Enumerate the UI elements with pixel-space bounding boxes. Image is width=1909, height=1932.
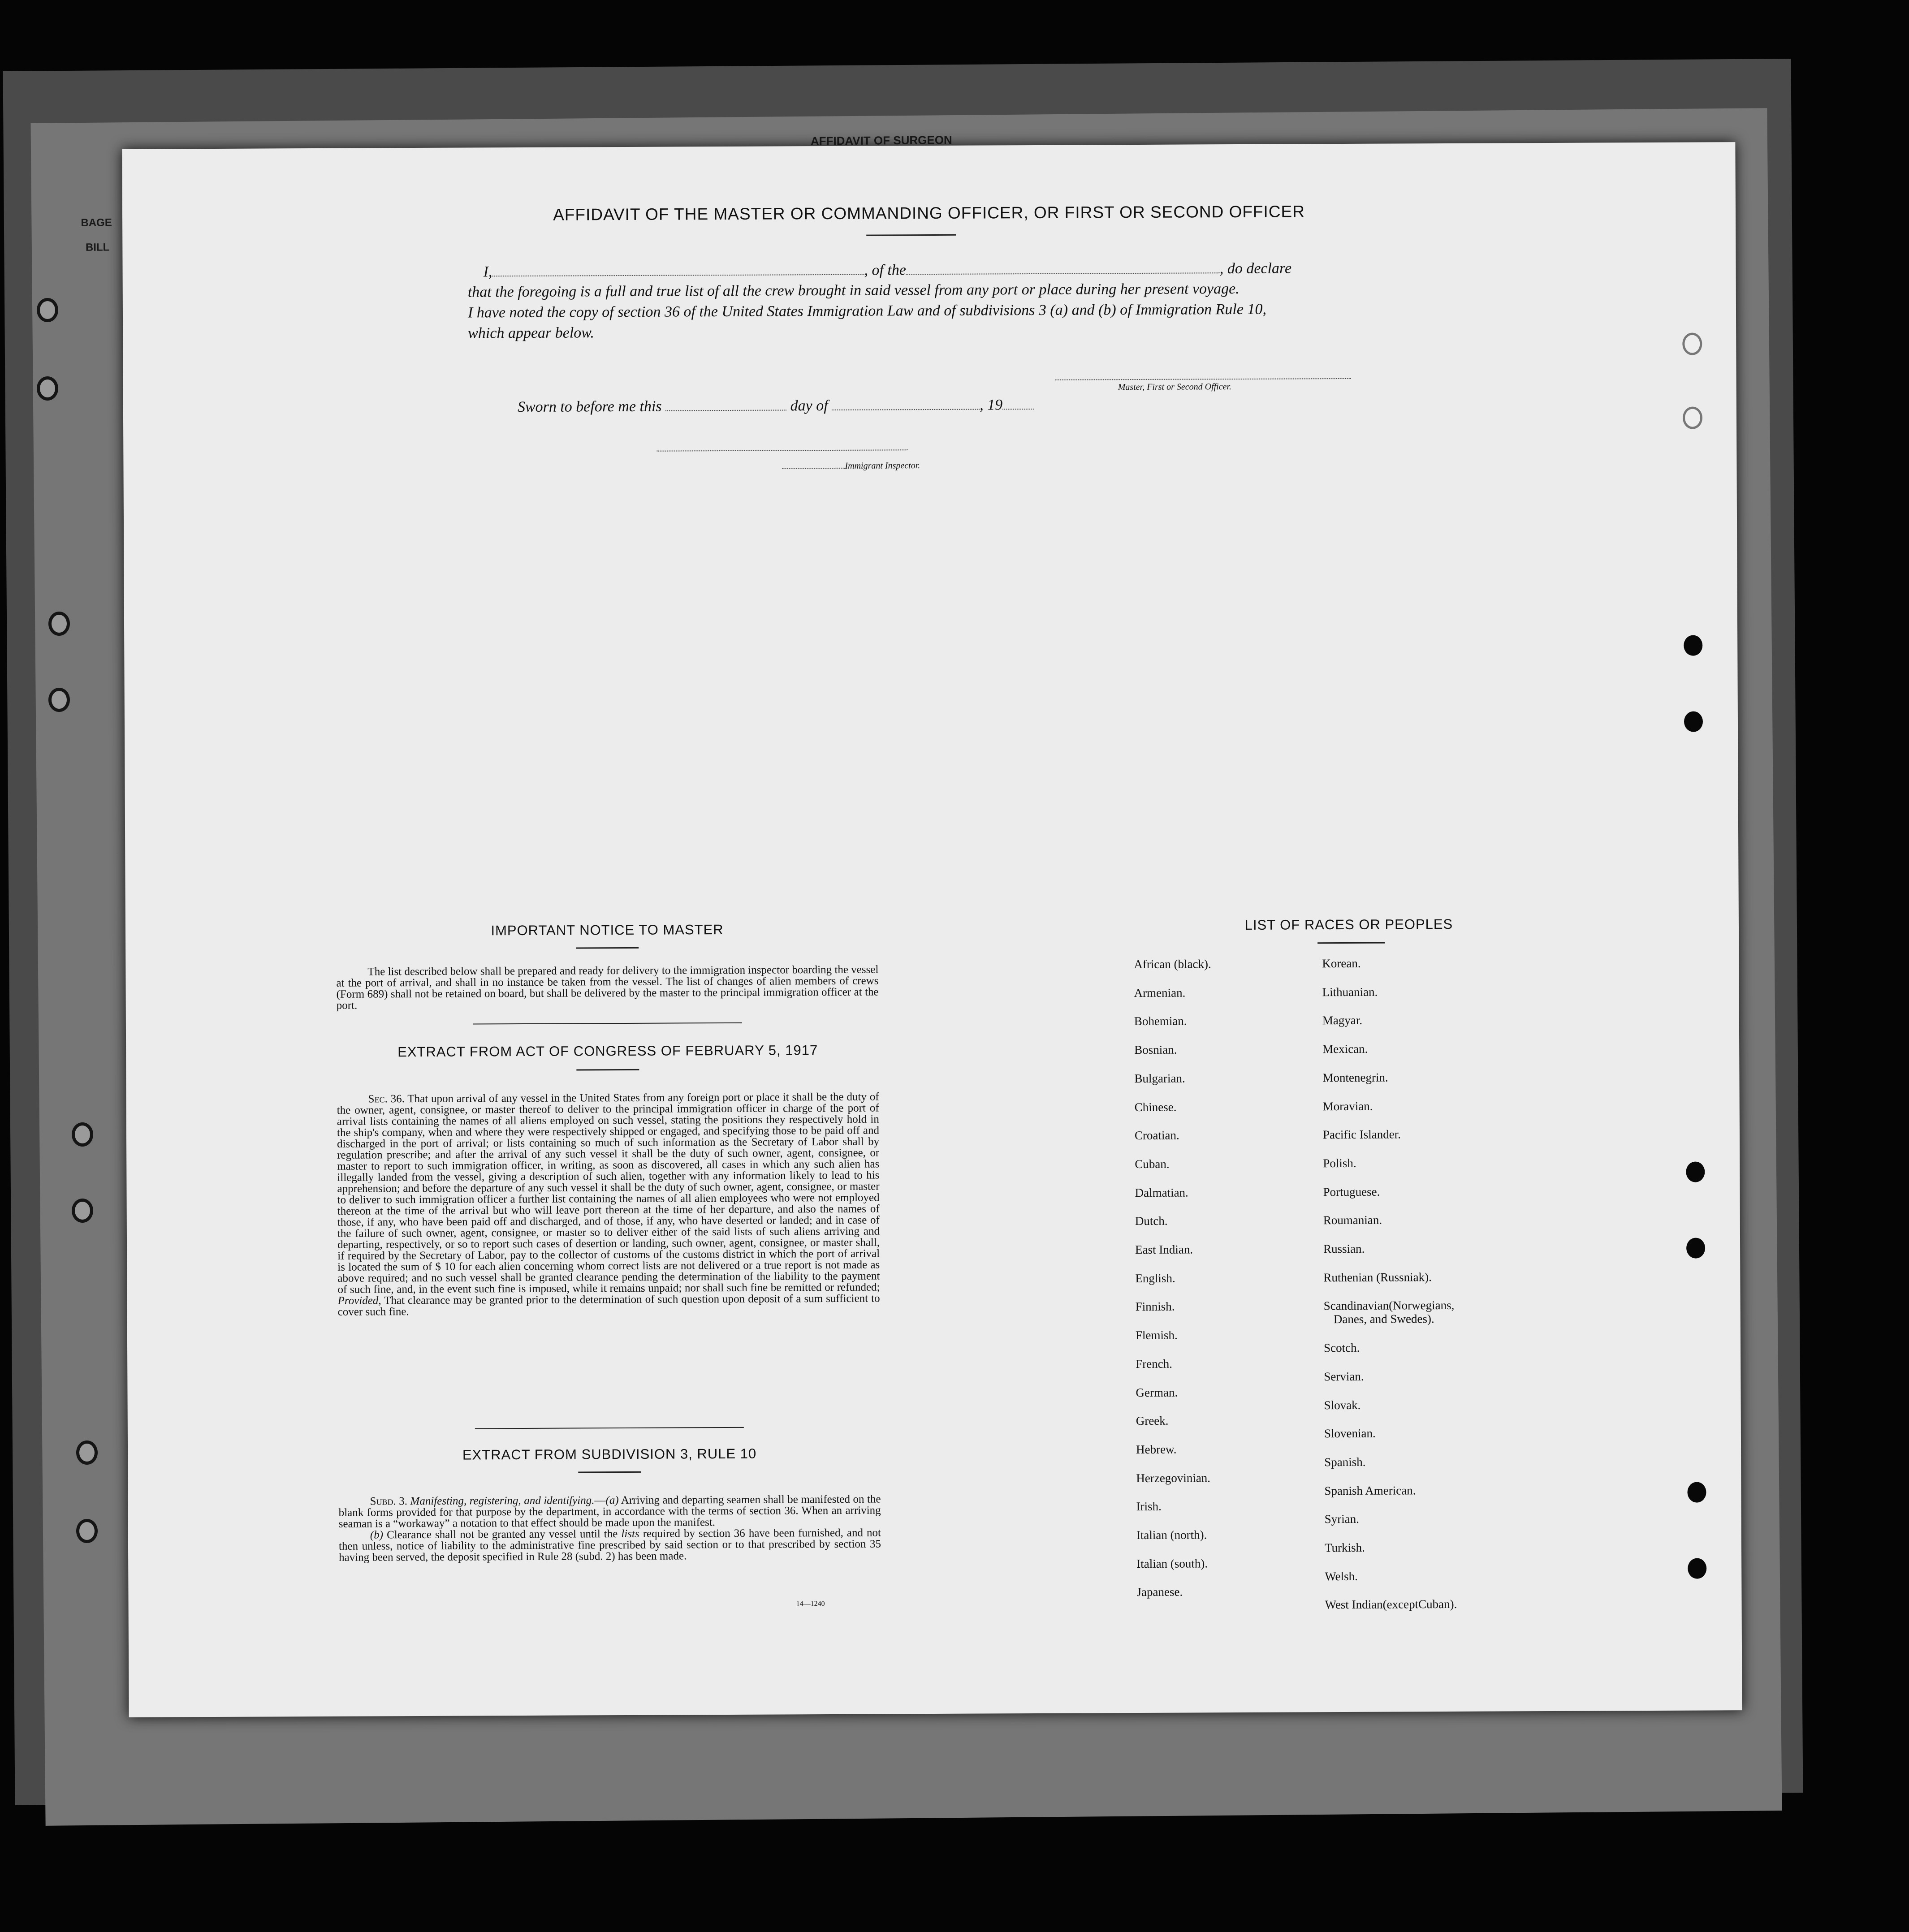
race-item: Slovak. bbox=[1324, 1398, 1361, 1412]
race-item: Bosnian. bbox=[1134, 1043, 1177, 1057]
rule-heading: EXTRACT FROM SUBDIVISION 3, RULE 10 bbox=[462, 1445, 757, 1463]
race-item: African (black). bbox=[1134, 957, 1211, 971]
declaration-line-2: that the foregoing is a full and true list of all the crew brought in said vessel from any port or place during her present voyage. bbox=[467, 280, 1240, 301]
affidavit-title: AFFIDAVIT OF THE MASTER OR COMMANDING OFFICER, OR FIRST OR SECOND OFFICER bbox=[553, 202, 1305, 224]
race-item: East Indian. bbox=[1135, 1242, 1193, 1257]
binder-hole bbox=[1684, 635, 1702, 656]
binder-hole bbox=[1683, 406, 1702, 429]
sworn-line: Sworn to before me this day of , 19 bbox=[518, 396, 1034, 416]
race-item: Chinese. bbox=[1134, 1100, 1177, 1114]
binder-hole bbox=[37, 376, 58, 401]
race-item: Greek. bbox=[1136, 1414, 1169, 1428]
race-item: Flemish. bbox=[1135, 1328, 1178, 1342]
race-item: Italian (north). bbox=[1136, 1528, 1207, 1542]
race-item: German. bbox=[1136, 1385, 1178, 1399]
race-item: Finnish. bbox=[1135, 1300, 1175, 1314]
act-section bbox=[337, 1042, 880, 1318]
rule-section bbox=[338, 1445, 881, 1563]
binder-hole bbox=[48, 688, 70, 712]
binder-hole bbox=[1682, 332, 1702, 355]
race-item: Turkish. bbox=[1324, 1540, 1365, 1555]
race-item: Syrian. bbox=[1324, 1512, 1360, 1526]
race-item: Cuban. bbox=[1135, 1157, 1170, 1171]
master-signature-field[interactable] bbox=[1055, 366, 1351, 380]
race-item: Dalmatian. bbox=[1135, 1186, 1188, 1199]
race-item: Dutch. bbox=[1135, 1214, 1168, 1228]
declaration-line-3: I have noted the copy of section 36 of the United States Immigration Law and of subdivisions 3 (a) and (b) of Immigration Rule 10, bbox=[467, 301, 1266, 321]
races-heading: LIST OF RACES OR PEOPLES bbox=[1244, 916, 1453, 933]
race-item: Danes, and Swedes). bbox=[1333, 1312, 1434, 1326]
notice-heading: IMPORTANT NOTICE TO MASTER bbox=[491, 922, 724, 939]
binder-hole bbox=[76, 1519, 98, 1543]
race-item: Croatian. bbox=[1134, 1128, 1179, 1143]
race-item: Ruthenian (Russniak). bbox=[1323, 1270, 1432, 1284]
underlying-fragment-1: BAGE bbox=[81, 216, 112, 229]
race-item: Irish. bbox=[1136, 1500, 1162, 1514]
race-item: Magyar. bbox=[1322, 1013, 1363, 1027]
binder-hole bbox=[1686, 1161, 1705, 1182]
binder-hole bbox=[48, 612, 70, 636]
race-item: Spanish American. bbox=[1324, 1483, 1416, 1497]
race-item: Moravian. bbox=[1322, 1099, 1373, 1113]
race-item: Polish. bbox=[1323, 1156, 1356, 1170]
race-item: Mexican. bbox=[1322, 1042, 1368, 1056]
race-item: Welsh. bbox=[1325, 1569, 1358, 1583]
race-item: Montenegrin. bbox=[1322, 1070, 1388, 1084]
race-item: English. bbox=[1135, 1271, 1175, 1285]
race-item: Russian. bbox=[1323, 1242, 1365, 1256]
race-item: Servian. bbox=[1324, 1369, 1364, 1383]
binder-hole bbox=[72, 1122, 93, 1147]
race-item: West Indian(exceptCuban). bbox=[1325, 1597, 1457, 1612]
notice-section bbox=[336, 921, 879, 1011]
act-divider bbox=[475, 1427, 744, 1429]
race-item: Bohemian. bbox=[1134, 1014, 1187, 1028]
title-divider bbox=[866, 234, 956, 236]
affidavit-page bbox=[122, 142, 1742, 1717]
underlying-fragment-2: BILL bbox=[85, 241, 110, 254]
rule-subd-a: Subd. 3. Manifesting, registering, and identifying.—(a) Arriving and departing seamen shall be manifested on the blank forms provided for that purpose by the department, in accordance with the terms of section 36. When an arriving seaman is a “workaway” a notation to that effect should be made upon the manifest. bbox=[338, 1493, 881, 1530]
race-item: Spanish. bbox=[1324, 1455, 1366, 1469]
race-item: Scandinavian(Norwegians, bbox=[1323, 1298, 1455, 1313]
vessel-name-field[interactable] bbox=[906, 260, 1220, 275]
race-item: Lithuanian. bbox=[1322, 985, 1378, 999]
underlying-sheet-title: AFFIDAVIT OF SURGEON bbox=[810, 133, 952, 148]
race-item: French. bbox=[1136, 1357, 1173, 1371]
sworn-year-field[interactable] bbox=[1002, 396, 1034, 410]
sworn-month-field[interactable] bbox=[832, 397, 980, 410]
race-item: Italian (south). bbox=[1136, 1557, 1208, 1570]
act-text: Sec. 36. That upon arrival of any vessel in the United States from any foreign port or place it shall be the duty of the owner, agent, consignee, or master thereof to deliver to the principal immigration officer in charge of the port of arrival lists containing the names of all aliens employed on such vessel, stating the positions they respectively hold in the ship's company, when and where they were respectively shipped or engaged, and specifying those to be paid off and discharged in the port of arrival; or lists containing so much of such information as the Secretary of Labor shall by regulation prescribe; and after the arrival of any such vessel it shall be the duty of such owner, agent, consignee, or master to report to such immigration officer, in writing, as soon as discovered, all cases in which any such alien has illegally landed from the vessel, giving a description of such alien, together with any information likely to lead to his apprehension; and before the departure of any such vessel it shall be the duty of such owner, agent, consignee, or master to deliver to such immigration officer a further list containing the names of all alien employees who were not employed thereon at the time of the arrival but who will leave port thereon at the time of her departure, and also the names of those, if any, who have been paid off and discharged, and of those, if any, who have deserted or landed; and in case of the failure of such owner, agent, consignee, or master so to deliver either of the said lists of such aliens arriving and departing, respectively, or so to report such cases of desertion or landing, such owner, agent, consignee, or master shall, if required by the Secretary of Labor, pay to the collector of customs of the customs district in which the port of arrival is located the sum of $ 10 for each alien concerning whom correct lists are not delivered or a true report is not made as above required; and no such vessel shall be granted clearance pending the determination of the liability to the payment of such fine, and, in the event such fine is imposed, while it remains unpaid; nor shall such fine be remitted or refunded; Provided, That clearance may be granted prior to the determination of such question upon deposit of a sum sufficient to cover such fine. bbox=[337, 1091, 880, 1318]
race-item: Hebrew. bbox=[1136, 1442, 1177, 1456]
race-item: Bulgarian. bbox=[1134, 1071, 1185, 1085]
race-item: Slovenian. bbox=[1324, 1426, 1376, 1440]
master-signature-caption: Master, First or Second Officer. bbox=[1118, 382, 1232, 392]
binder-hole bbox=[1686, 1238, 1705, 1258]
binder-hole bbox=[1684, 711, 1703, 732]
race-item: Herzegovinian. bbox=[1136, 1471, 1211, 1485]
act-heading: EXTRACT FROM ACT OF CONGRESS OF FEBRUARY 5, 1917 bbox=[397, 1042, 818, 1060]
race-item: Roumanian. bbox=[1323, 1213, 1382, 1227]
binder-hole bbox=[37, 298, 58, 322]
binder-hole bbox=[72, 1199, 93, 1223]
form-number: 14—1240 bbox=[796, 1600, 825, 1608]
race-item: Scotch. bbox=[1324, 1341, 1360, 1355]
race-item: Portuguese. bbox=[1323, 1185, 1380, 1199]
declarant-name-field[interactable] bbox=[492, 262, 864, 277]
binder-hole bbox=[1687, 1482, 1706, 1502]
races-divider bbox=[1317, 942, 1385, 944]
binder-hole bbox=[76, 1440, 98, 1465]
notice-divider bbox=[473, 1022, 742, 1025]
inspector-caption: Immigrant Inspector. bbox=[782, 459, 920, 471]
race-item: Armenian. bbox=[1134, 986, 1186, 1000]
sworn-day-field[interactable] bbox=[665, 397, 786, 411]
race-item: Japanese. bbox=[1136, 1585, 1183, 1599]
race-item: Pacific Islander. bbox=[1322, 1127, 1401, 1142]
race-item: Korean. bbox=[1322, 956, 1361, 970]
declaration-line-4: which appear below. bbox=[468, 324, 594, 342]
inspector-signature-field[interactable] bbox=[656, 437, 907, 451]
rule-subd-b: (b) Clearance shall not be granted any vessel until the lists required by section 36 have been furnished, and not then unless, notice of liability to the administrative fine prescribed by said section or to that prescribed by section 35 having been served, the deposit specified in Rule 28 (subd. 2) has been made. bbox=[338, 1527, 881, 1564]
notice-text: The list described below shall be prepared and ready for delivery to the immigration inspector boarding the vessel at the port of arrival, and shall in no instance be taken from the vessel. The list of changes of alien members of crews (Form 689) shall not be retained on board, but shall be delivered by the master to the principal immigration officer at the port. bbox=[336, 963, 879, 1012]
binder-hole bbox=[1688, 1558, 1706, 1578]
declaration-line-1: I, , of the , do declare bbox=[483, 260, 1292, 280]
